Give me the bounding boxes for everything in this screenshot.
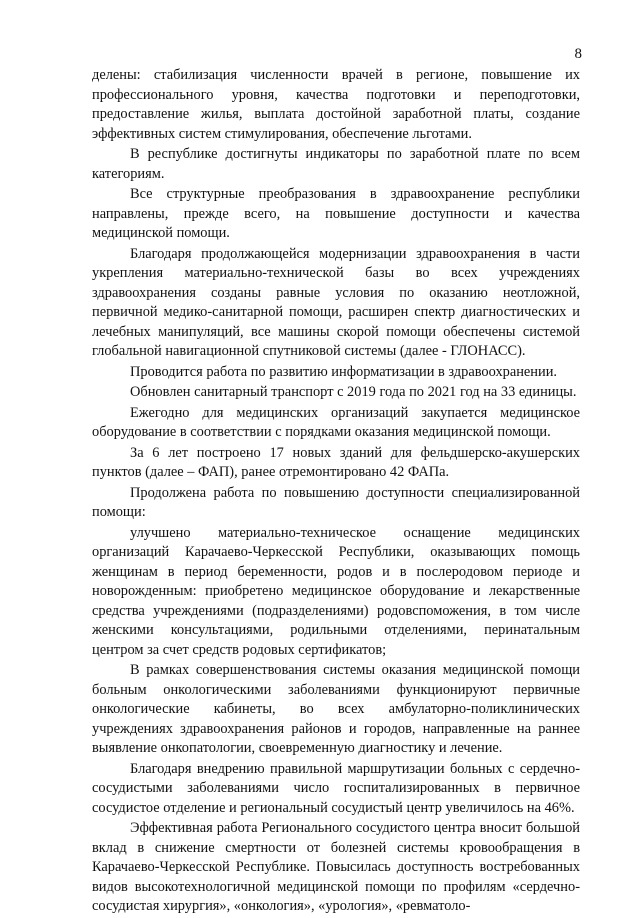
paragraph-structural-reforms: Все структурные преобразования в здравоохранение республики направлены, прежде всего, на повышение доступности и качества медицинской помощи.	[92, 186, 580, 241]
paragraph-sanitary-transport: Обновлен санитарный транспорт с 2019 года по 2021 год на 33 единицы.	[130, 384, 577, 400]
paragraph-salary-indicators: В республике достигнуты индикаторы по заработной плате по всем категориям.	[92, 146, 580, 182]
paragraph-staff-measures: делены: стабилизация численности врачей в регионе, повышение их профессионального уровня, качества подготовки и переподготовки, предоставление жилья, выплата достойной заработной платы, создание эффективных систем стимулирования, обеспечение льготами.	[92, 67, 580, 142]
paragraph-specialized-care: Продолжена работа по повышению доступности специализированной помощи:	[92, 484, 580, 520]
paragraph-maternal-care: улучшено материально-техническое оснащение медицинских организаций Карачаево-Черкесской Республики, оказывающих помощь женщинам в период беременности, родов и в послеродовом периоде и новорожденным: приобретено медицинское оборудование и лекарственные средства учреждениями (подразделениями) родовспоможения, в том числе женскими консультациями, родильными отделениями, перинатальным центром за счет средств родовых сертификатов;	[92, 524, 580, 658]
page-number: 8	[574, 46, 582, 62]
paragraph-vascular-center: Эффективная работа Регионального сосудистого центра вносит большой вклад в снижение смертности от болезней системы кровообращения в Карачаево-Черкесской Республике. Повысилась доступность востребованных видов высокотехнологичной медицинской помощи по профилям «сердечно-сосудистая хирургия», «онкология», «урология», «ревматоло-	[92, 820, 580, 914]
paragraph-informatization: Проводится работа по развитию информатизации в здравоохранении.	[130, 363, 558, 380]
paragraph-oncology: В рамках совершенствования системы оказания медицинской помощи больным онкологическими заболеваниями функционируют первичные онкологические кабинеты, во всех амбулаторно-поликлинических учреждениях здравоохранения районов и городов, направленные на раннее выявление онкопатологии, своевременную диагностику и лечение.	[92, 662, 580, 756]
paragraph-cardiovascular-routing: Благодаря внедрению правильной маршрутизации больных с сердечно-сосудистыми заболеваниями число госпитализированных в первичное сосудистое отделение и региональный сосудистый центр увеличилось на 46%.	[92, 760, 580, 816]
paragraph-modernization: Благодаря продолжающейся модернизации здравоохранения в части укрепления материально-технической базы во всех учреждениях здравоохранения созданы равные условия по оказанию неотложной, первичной медико-санитарной помощи, расширен спектр диагностических и лечебных манипуляций, все машины скорой помощи обеспечены системой глобальной навигационной спутниковой системы (далее - ГЛОНАСС).	[92, 245, 580, 359]
paragraph-equipment-purchase: Ежегодно для медицинских организаций закупается медицинское оборудование в соответствии с порядками оказания медицинской помощи.	[92, 404, 580, 440]
document-body	[92, 66, 580, 918]
paragraph-fap-construction: За 6 лет построено 17 новых зданий для фельдшерско-акушерских пунктов (далее – ФАП), ранее отремонтировано 42 ФАПа.	[92, 444, 580, 480]
